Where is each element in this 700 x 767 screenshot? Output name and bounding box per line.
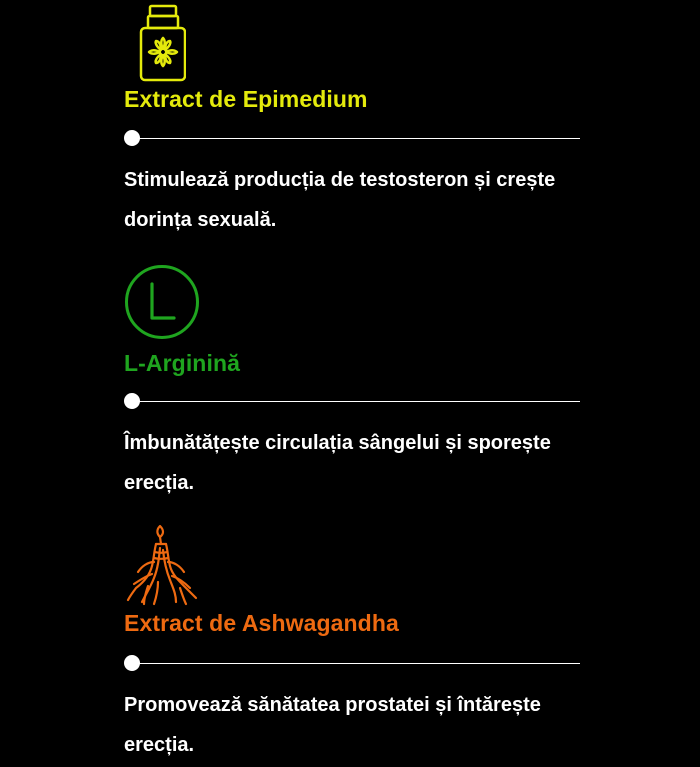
divider-line: [132, 663, 580, 664]
ingredient-title: Extract de Ashwagandha: [124, 610, 399, 636]
ingredient-description: Îmbunătățește circulația sângelui și sporește erecția.: [124, 432, 551, 494]
ginseng-root-icon: [124, 522, 204, 608]
ingredient-l-arginine: [124, 262, 580, 503]
divider-line: [132, 138, 580, 139]
slider-divider: [124, 130, 580, 146]
letter-l-circle-icon-wrap: [124, 262, 580, 348]
ingredient-ashwagandha: [124, 522, 580, 765]
ingredient-title: Extract de Epimedium: [124, 86, 368, 112]
letter-l-circle-icon: [124, 262, 204, 342]
herbal-bottle-icon: [124, 0, 186, 86]
divider-line: [132, 401, 580, 402]
ingredient-title: L-Arginină: [124, 350, 240, 376]
ingredient-description: Promovează sănătatea prostatei și întărește erecția.: [124, 694, 541, 756]
divider-dot: [124, 130, 140, 146]
divider-dot: [124, 393, 140, 409]
ingredient-description: Stimulează producția de testosteron și crește dorința sexuală.: [124, 169, 556, 231]
herbal-bottle-icon-wrap: [124, 0, 580, 86]
ginseng-root-icon-wrap: [124, 522, 580, 608]
divider-dot: [124, 655, 140, 671]
slider-divider: [124, 393, 580, 409]
ingredient-epimedium: [124, 0, 580, 240]
slider-divider: [124, 655, 580, 671]
